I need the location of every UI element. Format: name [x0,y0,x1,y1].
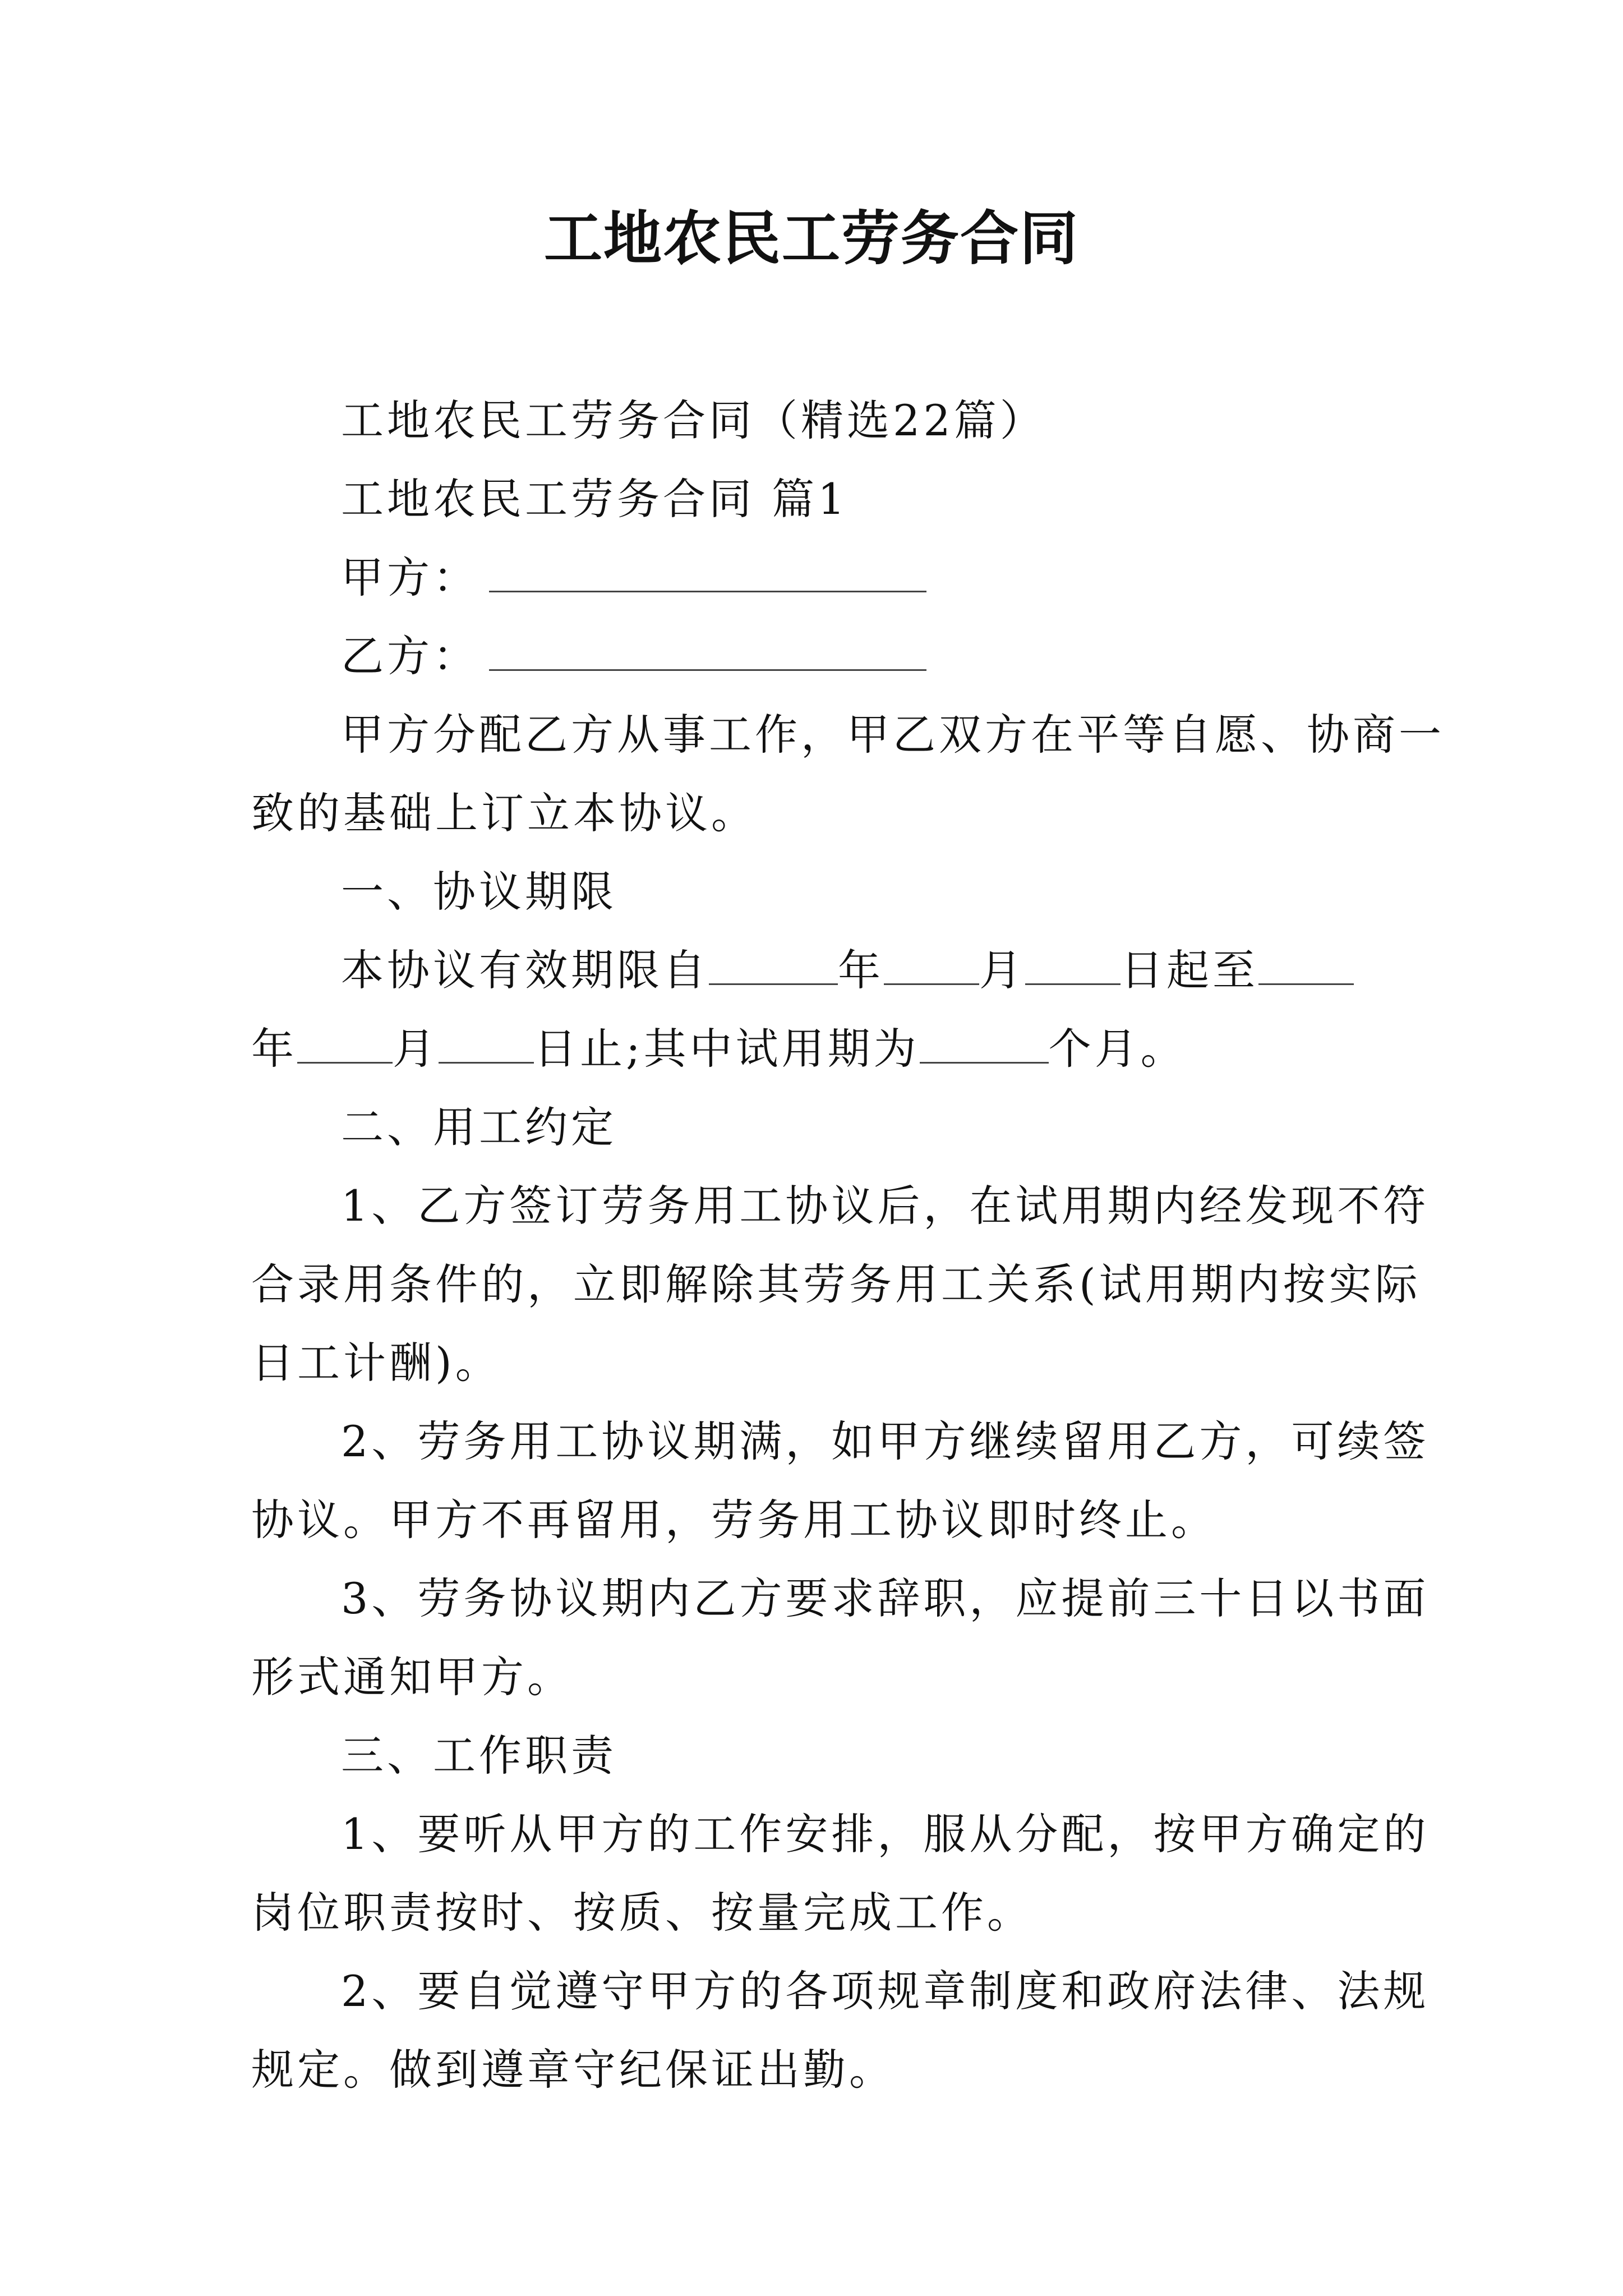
term-text: 年 [838,945,884,995]
end-day-blank [439,1028,534,1064]
term-text: 日起至 [1121,945,1258,995]
term-text: 日止;其中试用期为 [534,1024,920,1074]
year-blank [709,950,838,985]
term-line-2 [251,1010,1390,1088]
clause-3-1-line-1: 1、要听从甲方的工作安排，服从分配，按甲方确定的 [341,1809,1430,1859]
document-body [251,381,1445,2109]
term-text: 本协议有效期限自 [341,945,709,995]
clause-3-2-line-1: 2、要自觉遵守甲方的各项规章制度和政府法律、法规 [341,1966,1430,2016]
party-b-label: 乙方： [341,631,479,681]
month-blank [884,950,979,985]
probation-blank [920,1028,1049,1064]
heading-term: 一、协议期限 [341,867,617,917]
clause-2-1-line-1: 1、乙方签订劳务用工协议后，在试用期内经发现不符 [341,1181,1430,1231]
heading-employment: 二、用工约定 [341,1102,617,1152]
party-a-blank [489,557,926,592]
term-line-1 [251,931,1390,1010]
party-b-line [251,617,1390,696]
term-text: 年 [251,1024,297,1074]
clause-3-2-line-2: 规定。做到遵章守纪保证出勤。 [251,2045,895,2095]
clause-2-1-line-2: 合录用条件的，立即解除其劳务用工关系(试用期内按实际 [251,1259,1421,1309]
clause-2-2-line-1: 2、劳务用工协议期满，如甲方继续留用乙方，可续签 [341,1416,1430,1466]
party-b-blank [489,636,926,671]
clause-3-1-line-2: 岗位职责按时、按质、按量完成工作。 [251,1888,1033,1938]
party-a-label: 甲方： [341,553,479,602]
day-blank [1025,950,1121,985]
clause-2-1-line-3: 日工计酬)。 [251,1338,501,1388]
party-a-line [251,539,1390,617]
heading-duties: 三、工作职责 [341,1731,617,1780]
clause-2-3-line-2: 形式通知甲方。 [251,1652,573,1702]
end-month-blank [297,1028,393,1064]
term-text: 月 [979,945,1025,995]
clause-2-2-line-2: 协议。甲方不再留用，劳务用工协议即时终止。 [251,1495,1217,1545]
section-title: 工地农民工劳务合同 篇1 [341,474,849,524]
document-title: 工地农民工劳务合同 [543,204,1079,273]
intro-line-1: 甲方分配乙方从事工作，甲乙双方在平等自愿、协商一 [341,710,1445,760]
term-text: 月 [393,1024,439,1074]
clause-2-3-line-1: 3、劳务协议期内乙方要求辞职，应提前三十日以书面 [341,1573,1430,1623]
intro-line-2: 致的基础上订立本协议。 [251,788,757,838]
subtitle: 工地农民工劳务合同（精选22篇） [341,395,1046,445]
term-text: 个月。 [1048,1024,1187,1074]
end-year-blank [1258,950,1354,985]
